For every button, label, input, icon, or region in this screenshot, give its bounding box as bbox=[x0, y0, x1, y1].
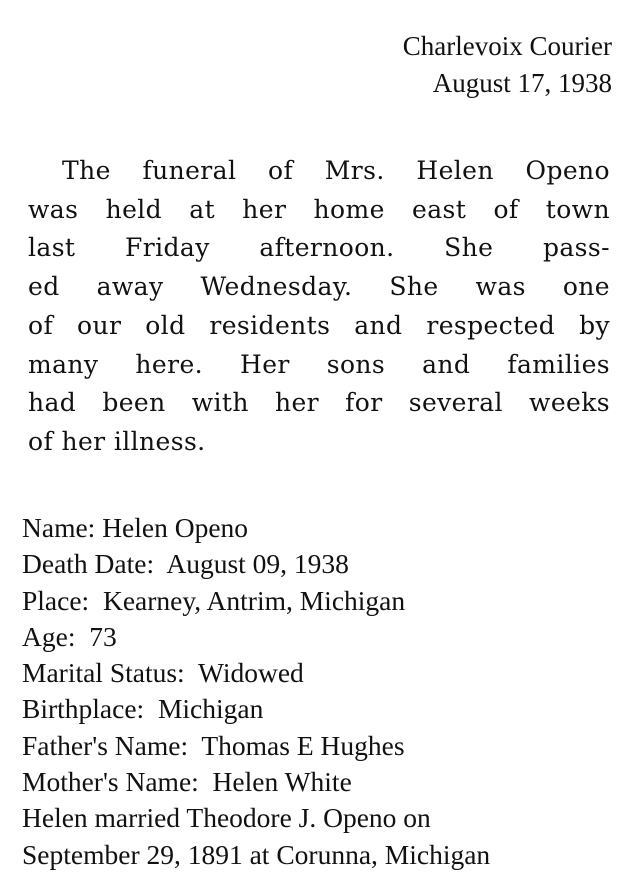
record-row-mother bbox=[22, 764, 622, 800]
obituary-line: had been with her for several weeks bbox=[28, 388, 610, 418]
obituary-line: last Friday afternoon. She pass- bbox=[28, 233, 610, 263]
record-row-birthplace bbox=[22, 691, 622, 727]
mother-name-value: Helen White bbox=[212, 766, 352, 798]
clipping-source-header bbox=[403, 28, 612, 102]
obituary-clipping bbox=[28, 152, 610, 462]
father-name-label: Father's Name: bbox=[22, 729, 189, 761]
record-row-death-date bbox=[22, 546, 622, 582]
obituary-line: ed away Wednesday. She was one bbox=[28, 272, 610, 302]
newspaper-name: Charlevoix Courier bbox=[402, 31, 612, 61]
marriage-line: Helen married Theodore J. Openo on bbox=[22, 802, 431, 834]
record-row-name bbox=[22, 510, 622, 546]
record-row-place bbox=[22, 583, 622, 619]
marital-status-label: Marital Status: bbox=[22, 657, 185, 689]
publication-date: August 17, 1938 bbox=[432, 68, 612, 98]
obituary-line: The funeral of Mrs. Helen Openo bbox=[62, 156, 610, 185]
obituary-line: of our old residents and respected by bbox=[28, 310, 610, 340]
death-date-label: Death Date: bbox=[22, 548, 155, 580]
record-row-father bbox=[22, 728, 622, 764]
age-value: 73 bbox=[89, 620, 117, 652]
death-record bbox=[22, 510, 622, 873]
marital-status-value: Widowed bbox=[197, 657, 304, 689]
name-value: Helen Openo bbox=[102, 512, 249, 543]
place-value: Kearney, Antrim, Michigan bbox=[102, 584, 406, 616]
father-name-value: Thomas E Hughes bbox=[201, 729, 405, 761]
place-label: Place: bbox=[22, 584, 90, 616]
obituary-line: of her illness. bbox=[28, 426, 206, 456]
mother-name-label: Mother's Name: bbox=[22, 766, 199, 798]
birthplace-value: Michigan bbox=[157, 693, 264, 725]
record-row-age bbox=[22, 619, 622, 655]
marriage-line: September 29, 1891 at Corunna, Michigan bbox=[22, 838, 491, 870]
obituary-line: many here. Her sons and families bbox=[28, 349, 610, 379]
record-row-marital-status bbox=[22, 655, 622, 691]
death-date-value: August 09, 1938 bbox=[166, 548, 349, 580]
age-label: Age: bbox=[22, 620, 76, 652]
obituary-line: was held at her home east of town bbox=[28, 194, 610, 224]
birthplace-label: Birthplace: bbox=[22, 693, 145, 725]
name-label: Name: bbox=[22, 512, 96, 543]
